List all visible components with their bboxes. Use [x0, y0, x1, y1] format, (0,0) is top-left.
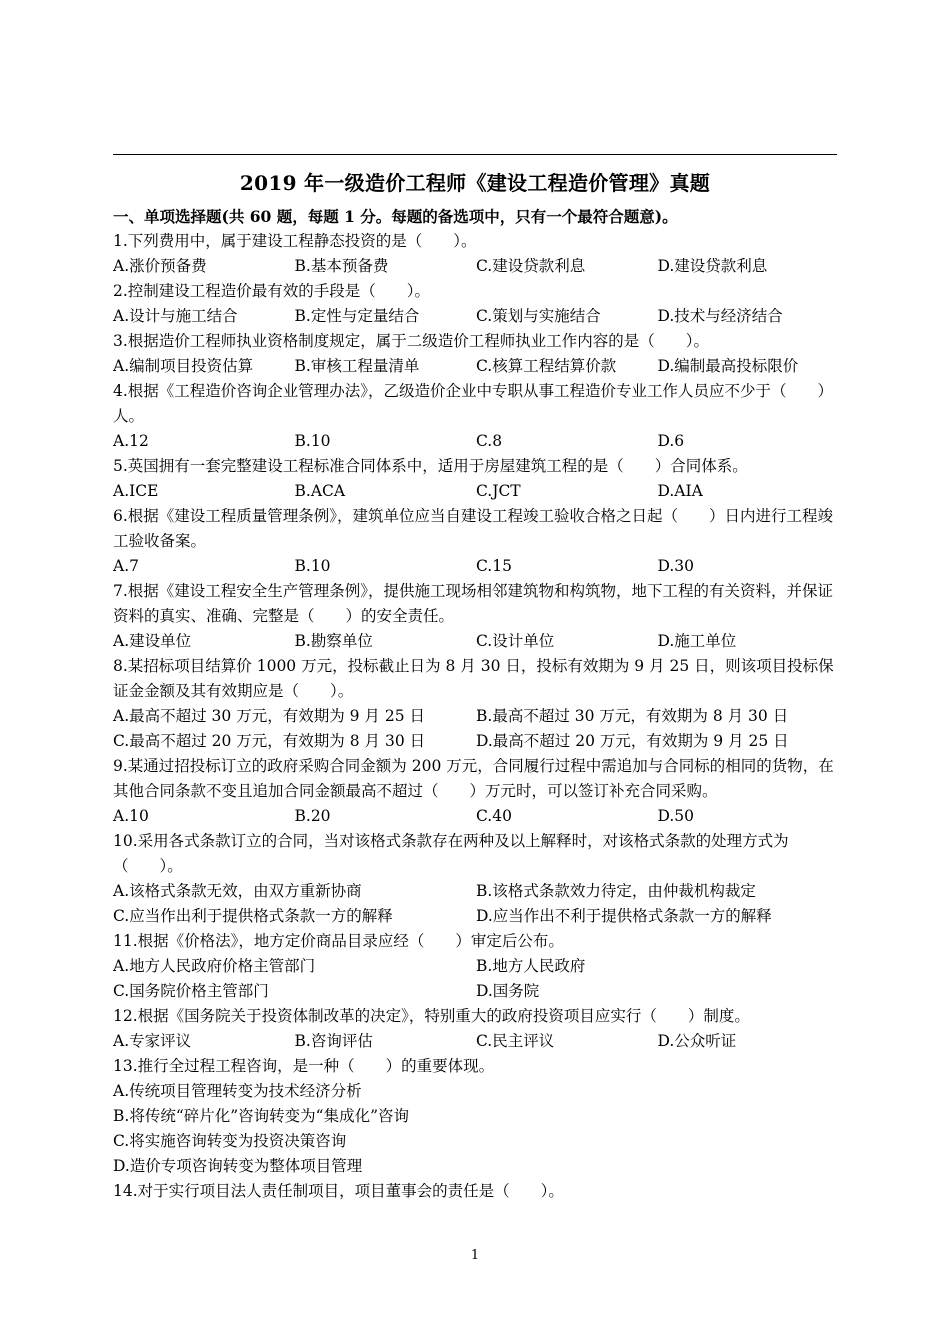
option-row [113, 554, 839, 579]
question-text: 12.根据《国务院关于投资体制改革的决定》，特别重大的政府投资项目应实行（ ）制度。 [113, 1007, 750, 1025]
option-b: B.最高不超过 30 万元，有效期为 8 月 30 日 [476, 707, 789, 725]
option-d: D.国务院 [476, 982, 540, 1000]
question-text: 7.根据《建设工程安全生产管理条例》，提供施工现场相邻建筑物和构筑物，地下工程的有关资料，并保证资料的真实、准确、完整是（ ）的安全责任。 [113, 582, 834, 625]
option-d: D.AIA [657, 482, 703, 500]
question-text: 1.下列费用中，属于建设工程静态投资的是（ ）。 [113, 232, 477, 250]
question-text: 2.控制建设工程造价最有效的手段是（ ）。 [113, 282, 431, 300]
option-row [113, 354, 839, 379]
option-row [113, 1029, 839, 1054]
option-d: D.技术与经济结合 [657, 307, 783, 325]
section-heading: 一、单项选择题(共 60 题，每题 1 分。每题的备选项中，只有一个最符合题意)。 [113, 207, 678, 226]
option-c: C.民主评议 [476, 1032, 555, 1050]
option-a: A.建设单位 [113, 632, 192, 650]
option-a: A.地方人民政府价格主管部门 [113, 957, 316, 975]
option-row [113, 629, 839, 654]
option-a: A.编制项目投资估算 [113, 357, 254, 375]
option-b: B.20 [294, 807, 331, 825]
option-c: C.建设贷款利息 [476, 257, 586, 275]
option-c: C.40 [476, 807, 512, 825]
option-b: B.地方人民政府 [476, 957, 586, 975]
option-row [113, 804, 839, 829]
option-c: C.应当作出利于提供格式条款一方的解释 [113, 907, 393, 925]
option-d: D.6 [657, 432, 685, 450]
option-d: D.最高不超过 20 万元，有效期为 9 月 25 日 [476, 732, 789, 750]
option-a: A.7 [113, 557, 139, 575]
option-d: D.建设贷款利息 [657, 257, 768, 275]
option-row [113, 479, 839, 504]
exam-content [113, 204, 839, 1204]
option-a: A.12 [113, 432, 149, 450]
option-b: B.10 [294, 557, 331, 575]
question-text: 4.根据《工程造价咨询企业管理办法》，乙级造价企业中专职从事工程造价专业工作人员应不少于（ ）人。 [113, 382, 834, 425]
option-d: D.50 [657, 807, 695, 825]
option-row [113, 954, 839, 979]
question-text: 13.推行全过程工程咨询，是一种（ ）的重要体现。 [113, 1057, 495, 1075]
option-row [113, 704, 839, 729]
option-c: C.JCT [476, 482, 521, 500]
option-a: A.最高不超过 30 万元，有效期为 9 月 25 日 [113, 707, 425, 725]
option-row [113, 429, 839, 454]
option-a: A.ICE [113, 482, 159, 500]
option-c: C.最高不超过 20 万元，有效期为 8 月 30 日 [113, 732, 426, 750]
option-row [113, 879, 839, 904]
option-row [113, 254, 839, 279]
option-row [113, 979, 839, 1004]
option-b: B.将传统“碎片化”咨询转变为“集成化”咨询 [113, 1107, 410, 1125]
option-a: A.涨价预备费 [113, 257, 207, 275]
option-a: A.10 [113, 807, 149, 825]
question-text: 3.根据造价工程师执业资格制度规定，属于二级造价工程师执业工作内容的是（ ）。 [113, 332, 710, 350]
option-b: B.该格式条款效力待定，由仲裁机构裁定 [476, 882, 756, 900]
question-text: 8.某招标项目结算价 1000 万元，投标截止日为 8 月 30 日，投标有效期为 9 月 25 日，则该项目投标保证金金额及其有效期应是（ ）。 [113, 657, 834, 700]
option-row [113, 729, 839, 754]
option-a: A.该格式条款无效，由双方重新协商 [113, 882, 362, 900]
option-b: B.定性与定量结合 [294, 307, 420, 325]
option-b: B.10 [294, 432, 331, 450]
question-text: 10.采用各式条款订立的合同，当对该格式条款存在两种及以上解释时，对该格式条款的处理方式为（ ）。 [113, 832, 789, 875]
option-c: C.8 [476, 432, 503, 450]
option-d: D.编制最高投标限价 [657, 357, 799, 375]
option-b: B.咨询评估 [294, 1032, 373, 1050]
option-c: C.设计单位 [476, 632, 555, 650]
option-c: C.国务院价格主管部门 [113, 982, 269, 1000]
option-b: B.勘察单位 [294, 632, 373, 650]
option-a: A.设计与施工结合 [113, 307, 238, 325]
option-row [113, 904, 839, 929]
page-number: 1 [470, 1248, 480, 1263]
document-title: 2019 年一级造价工程师《建设工程造价管理》真题 [239, 171, 711, 195]
option-c: C.核算工程结算价款 [476, 357, 617, 375]
question-text: 14.对于实行项目法人责任制项目，项目董事会的责任是（ ）。 [113, 1182, 564, 1200]
option-c: C.15 [476, 557, 512, 575]
option-a: A.传统项目管理转变为技术经济分析 [113, 1082, 362, 1100]
option-b: B.基本预备费 [294, 257, 389, 275]
option-d: D.应当作出不利于提供格式条款一方的解释 [476, 907, 772, 925]
question-text: 11.根据《价格法》，地方定价商品目录应经（ ）审定后公布。 [113, 932, 564, 950]
option-b: B.审核工程量清单 [294, 357, 420, 375]
question-text: 6.根据《建设工程质量管理条例》，建筑单位应当自建设工程竣工验收合格之日起（ ）日内进行工程竣工验收备案。 [113, 507, 834, 550]
question-text: 9.某通过招投标订立的政府采购合同金额为 200 万元，合同履行过程中需追加与合同标的相同的货物，在其他合同条款不变且追加合同金额最高不超过（ ）万元时，可以签订补充合同采购。 [113, 757, 834, 800]
option-d: D.施工单位 [657, 632, 737, 650]
option-d: D.30 [657, 557, 695, 575]
option-c: C.策划与实施结合 [476, 307, 601, 325]
question-text: 5.英国拥有一套完整建设工程标准合同体系中，适用于房屋建筑工程的是（ ）合同体系。 [113, 457, 748, 475]
option-row [113, 304, 839, 329]
option-c: C.将实施咨询转变为投资决策咨询 [113, 1132, 347, 1150]
header-rule [113, 154, 837, 155]
option-d: D.造价专项咨询转变为整体项目管理 [113, 1157, 363, 1175]
option-d: D.公众听证 [657, 1032, 737, 1050]
option-a: A.专家评议 [113, 1032, 192, 1050]
option-b: B.ACA [294, 482, 346, 500]
